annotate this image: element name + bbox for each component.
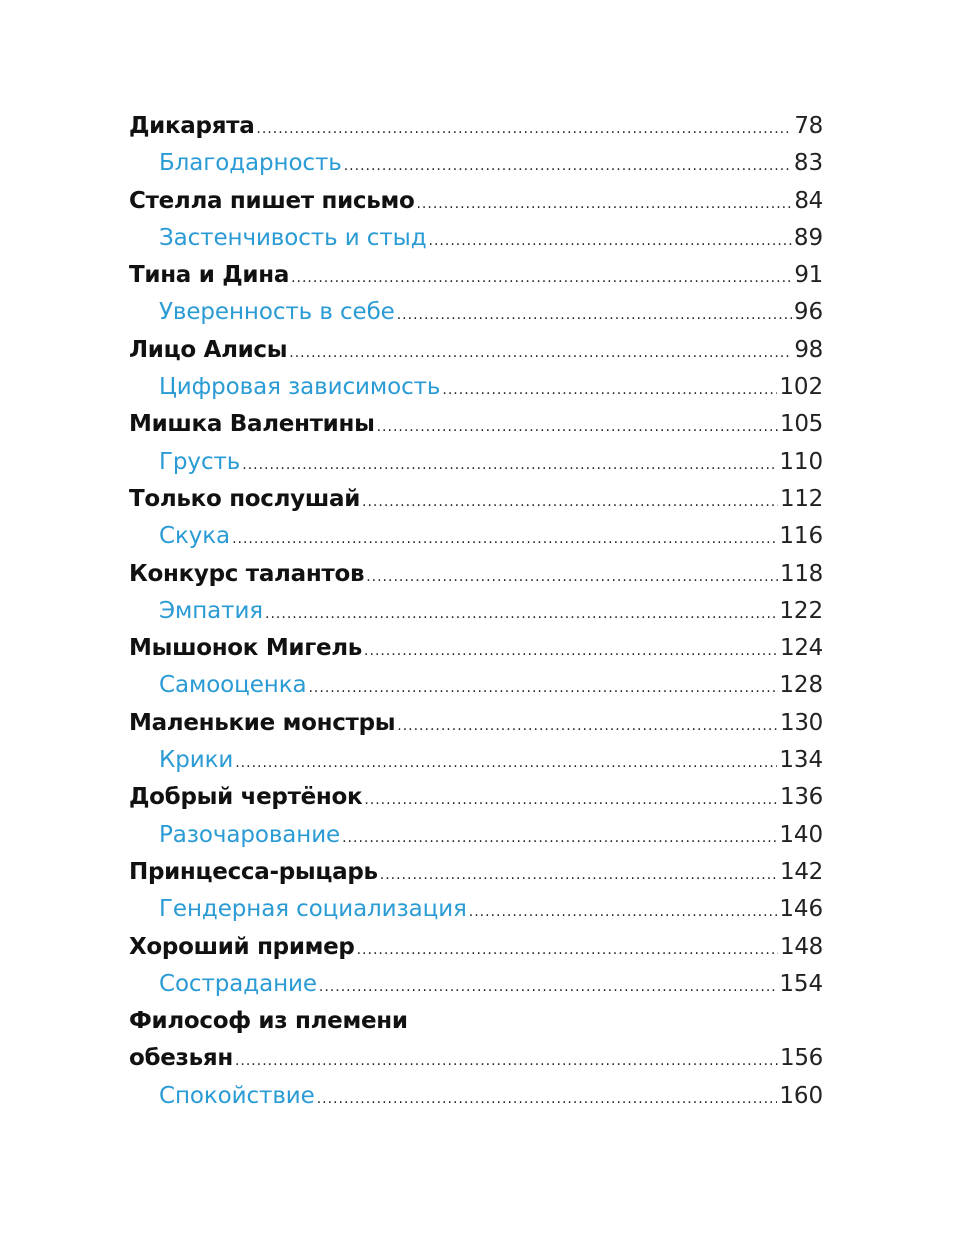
dot-leader (289, 335, 792, 372)
toc-chapter-entry[interactable] (129, 257, 823, 294)
page-number: 122 (779, 597, 823, 624)
chapter-title: Мишка Валентины (129, 411, 375, 438)
chapter-title: Принцесса-рыцарь (129, 858, 378, 885)
toc-chapter-entry[interactable] (129, 854, 823, 891)
topic-title: Самооценка (159, 672, 307, 699)
chapter-title: Философ из племени (129, 1008, 408, 1035)
dot-leader (308, 670, 777, 707)
topic-title: Скука (159, 523, 231, 550)
chapter-title: Лицо Алисы (129, 336, 288, 363)
chapter-title: Тина и Дина (129, 262, 290, 289)
dot-leader (469, 894, 778, 931)
topic-title: Спокойствие (159, 1082, 315, 1109)
page-number: 110 (779, 448, 823, 475)
toc-topic-entry[interactable] (129, 220, 823, 257)
chapter-title: Добрый чертёнок (129, 784, 363, 811)
dot-leader (442, 372, 777, 409)
dot-leader (242, 447, 777, 484)
toc-chapter-entry[interactable] (129, 705, 823, 742)
page-number: 148 (780, 933, 823, 960)
toc-topic-entry[interactable] (129, 518, 823, 555)
page-number: 136 (780, 784, 823, 811)
dot-leader (317, 1081, 778, 1118)
page-number: 105 (780, 411, 823, 438)
chapter-title: Конкурс талантов (129, 560, 365, 587)
dot-leader (364, 633, 778, 670)
page-number: 124 (780, 635, 823, 662)
dot-leader (235, 1043, 778, 1080)
toc-chapter-entry[interactable] (129, 556, 823, 593)
topic-title: Уверенность в себе (159, 299, 395, 326)
dot-leader (342, 820, 777, 857)
topic-title: Цифровая зависимость (159, 374, 441, 401)
toc-chapter-entry[interactable] (129, 183, 823, 220)
toc-chapter-entry[interactable] (129, 779, 823, 816)
page-number: 83 (793, 150, 823, 177)
page-number: 98 (794, 336, 823, 363)
toc-topic-entry[interactable] (129, 444, 823, 481)
topic-title: Грусть (159, 448, 241, 475)
table-of-contents (129, 108, 823, 1115)
dot-leader (380, 857, 778, 894)
topic-title: Сострадание (159, 970, 317, 997)
topic-title: Разочарование (159, 821, 341, 848)
topic-title: Гендерная социализация (159, 896, 467, 923)
page-number: 160 (779, 1082, 823, 1109)
chapter-title: Хороший пример (129, 933, 355, 960)
dot-leader (364, 782, 778, 819)
toc-chapter-entry[interactable] (129, 630, 823, 667)
page-number: 102 (779, 374, 823, 401)
toc-chapter-entry[interactable] (129, 929, 823, 966)
page-number: 134 (779, 747, 823, 774)
dot-leader (416, 186, 792, 223)
chapter-title: обезьян (129, 1045, 233, 1072)
page-number: 156 (780, 1045, 823, 1072)
page-number: 96 (793, 299, 823, 326)
toc-chapter-entry[interactable] (129, 108, 823, 145)
page-number: 140 (779, 821, 823, 848)
dot-leader (397, 708, 778, 745)
page-number: 142 (780, 858, 823, 885)
toc-topic-entry[interactable] (129, 742, 823, 779)
toc-topic-entry[interactable] (129, 145, 823, 182)
toc-topic-entry[interactable] (129, 593, 823, 630)
dot-leader (397, 297, 792, 334)
topic-title: Крики (159, 747, 234, 774)
dot-leader (357, 932, 778, 969)
toc-topic-entry[interactable] (129, 966, 823, 1003)
topic-title: Застенчивость и стыд (159, 224, 427, 251)
page-number: 112 (780, 485, 823, 512)
dot-leader (256, 111, 792, 148)
toc-chapter-entry[interactable] (129, 481, 823, 518)
topic-title: Эмпатия (159, 597, 264, 624)
toc-chapter-entry[interactable] (129, 406, 823, 443)
chapter-title: Только послушай (129, 485, 361, 512)
toc-topic-entry[interactable] (129, 817, 823, 854)
dot-leader (344, 148, 792, 185)
dot-leader (232, 521, 777, 558)
page-number: 118 (780, 560, 823, 587)
toc-chapter-entry[interactable] (129, 1040, 823, 1077)
page-number: 91 (794, 262, 823, 289)
chapter-title: Дикарята (129, 113, 255, 139)
toc-topic-entry[interactable] (129, 1078, 823, 1115)
page-number: 116 (779, 523, 823, 550)
dot-leader (235, 745, 777, 782)
page-number: 146 (779, 896, 823, 923)
toc-chapter-entry[interactable] (129, 332, 823, 369)
dot-leader (377, 409, 778, 446)
page-number: 89 (793, 224, 823, 251)
dot-leader (291, 260, 792, 297)
page-number: 130 (780, 709, 823, 736)
toc-topic-entry[interactable] (129, 369, 823, 406)
toc-topic-entry[interactable] (129, 891, 823, 928)
dot-leader (366, 559, 778, 596)
page-number: 84 (794, 187, 823, 214)
page-number: 78 (794, 113, 823, 139)
dot-leader (429, 223, 792, 260)
page-number: 154 (779, 970, 823, 997)
toc-topic-entry[interactable] (129, 667, 823, 704)
page-number: 128 (779, 672, 823, 699)
toc-topic-entry[interactable] (129, 294, 823, 331)
chapter-title: Мышонок Мигель (129, 635, 363, 662)
toc-chapter-entry-first-line[interactable] (129, 1003, 823, 1040)
chapter-title: Маленькие монстры (129, 709, 396, 736)
dot-leader (362, 484, 778, 521)
chapter-title: Стелла пишет письмо (129, 187, 415, 214)
dot-leader (265, 596, 777, 633)
dot-leader (319, 969, 777, 1006)
topic-title: Благодарность (159, 150, 342, 177)
